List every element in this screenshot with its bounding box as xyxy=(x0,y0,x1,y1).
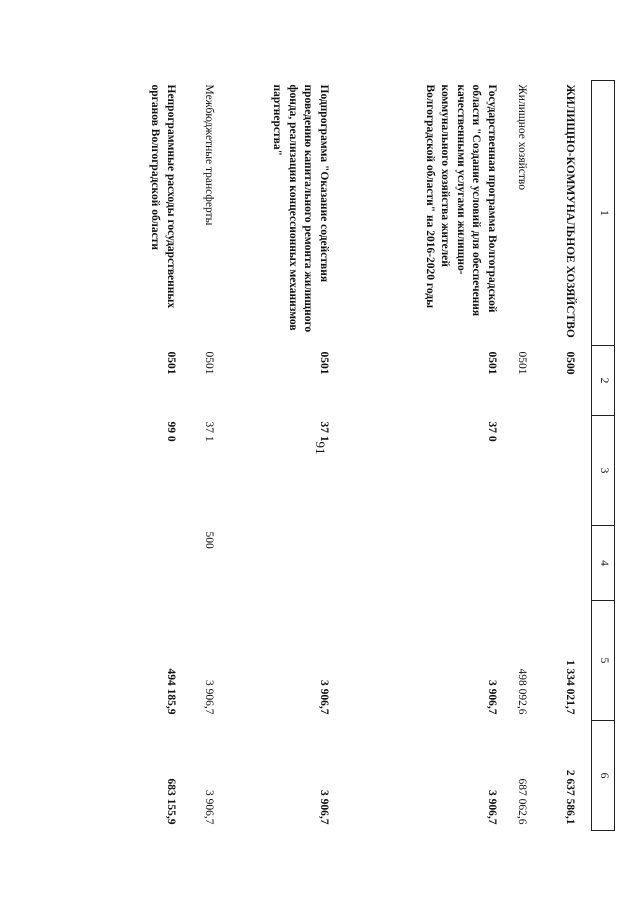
row-amount-2: 3 906,7 xyxy=(203,790,215,825)
row-name: Подпрограмма "Оказание содействия проведению капитального ремонта жилищного фонда, реализация концессионных механизмов партнерства" xyxy=(271,84,330,333)
row-type xyxy=(503,526,533,601)
row-amount-1: 3 906,7 xyxy=(203,680,215,715)
page-number: 91 xyxy=(313,441,328,455)
row-type xyxy=(533,526,581,601)
table-row xyxy=(533,81,581,831)
row-amount-1: 1 334 021,7 xyxy=(564,659,576,715)
row-type xyxy=(220,526,335,601)
table-row xyxy=(220,81,335,831)
table-row xyxy=(503,81,533,831)
row-amount-1: 3 906,7 xyxy=(318,680,330,715)
row-section: 0501 xyxy=(165,351,177,375)
row-amount-1: 3 906,7 xyxy=(486,680,498,715)
row-type xyxy=(335,526,503,601)
row-program xyxy=(503,416,533,526)
header-col-4: 4 xyxy=(592,526,615,601)
row-type xyxy=(122,526,182,601)
row-section: 0501 xyxy=(516,351,528,375)
row-amount-2: 2 637 586,1 xyxy=(564,769,576,825)
row-program: 99 0 xyxy=(165,421,177,442)
row-name: Жилищное хозяйство xyxy=(516,84,528,191)
row-program: 37 1 xyxy=(203,421,215,442)
header-col-2: 2 xyxy=(592,346,615,416)
table-row xyxy=(182,81,220,831)
header-col-6: 6 xyxy=(592,721,615,831)
header-col-5: 5 xyxy=(592,601,615,721)
row-section: 0501 xyxy=(318,351,330,375)
row-name: Государственная программа Волгоградской области "Создание условий для обеспечения качественными услугами жилищно-коммунального хозяйства жителей Волгоградской области" на 2016-2020 годы xyxy=(423,84,498,317)
table-row xyxy=(122,81,182,831)
row-amount-2: 3 906,7 xyxy=(486,790,498,825)
row-name: ЖИЛИЩНО-КОММУНАЛЬНОЕ ХОЗЯЙСТВО xyxy=(564,84,576,338)
row-name: Непрограммные расходы государственных органов Волгоградской области xyxy=(149,84,177,309)
table-header-row xyxy=(592,81,615,831)
row-program: 37 1 xyxy=(318,421,330,442)
row-amount-2: 3 906,7 xyxy=(318,790,330,825)
row-section: 0500 xyxy=(564,351,576,375)
rotated-page xyxy=(70,80,615,830)
row-amount-1: 498 092,6 xyxy=(516,668,528,715)
row-amount-2: 683 155,9 xyxy=(165,778,177,825)
table-row xyxy=(335,81,503,831)
row-amount-1: 494 185,9 xyxy=(165,668,177,715)
row-section: 0501 xyxy=(486,351,498,375)
row-program xyxy=(533,416,581,526)
row-section: 0501 xyxy=(203,351,215,375)
header-col-1: 1 xyxy=(592,81,615,346)
row-amount-2: 687 062,6 xyxy=(516,778,528,825)
row-type: 500 xyxy=(203,531,215,549)
row-name: Межбюджетные трансферты xyxy=(203,84,215,226)
row-program: 37 0 xyxy=(486,421,498,442)
budget-table xyxy=(122,80,615,831)
header-col-3: 3 xyxy=(592,416,615,526)
